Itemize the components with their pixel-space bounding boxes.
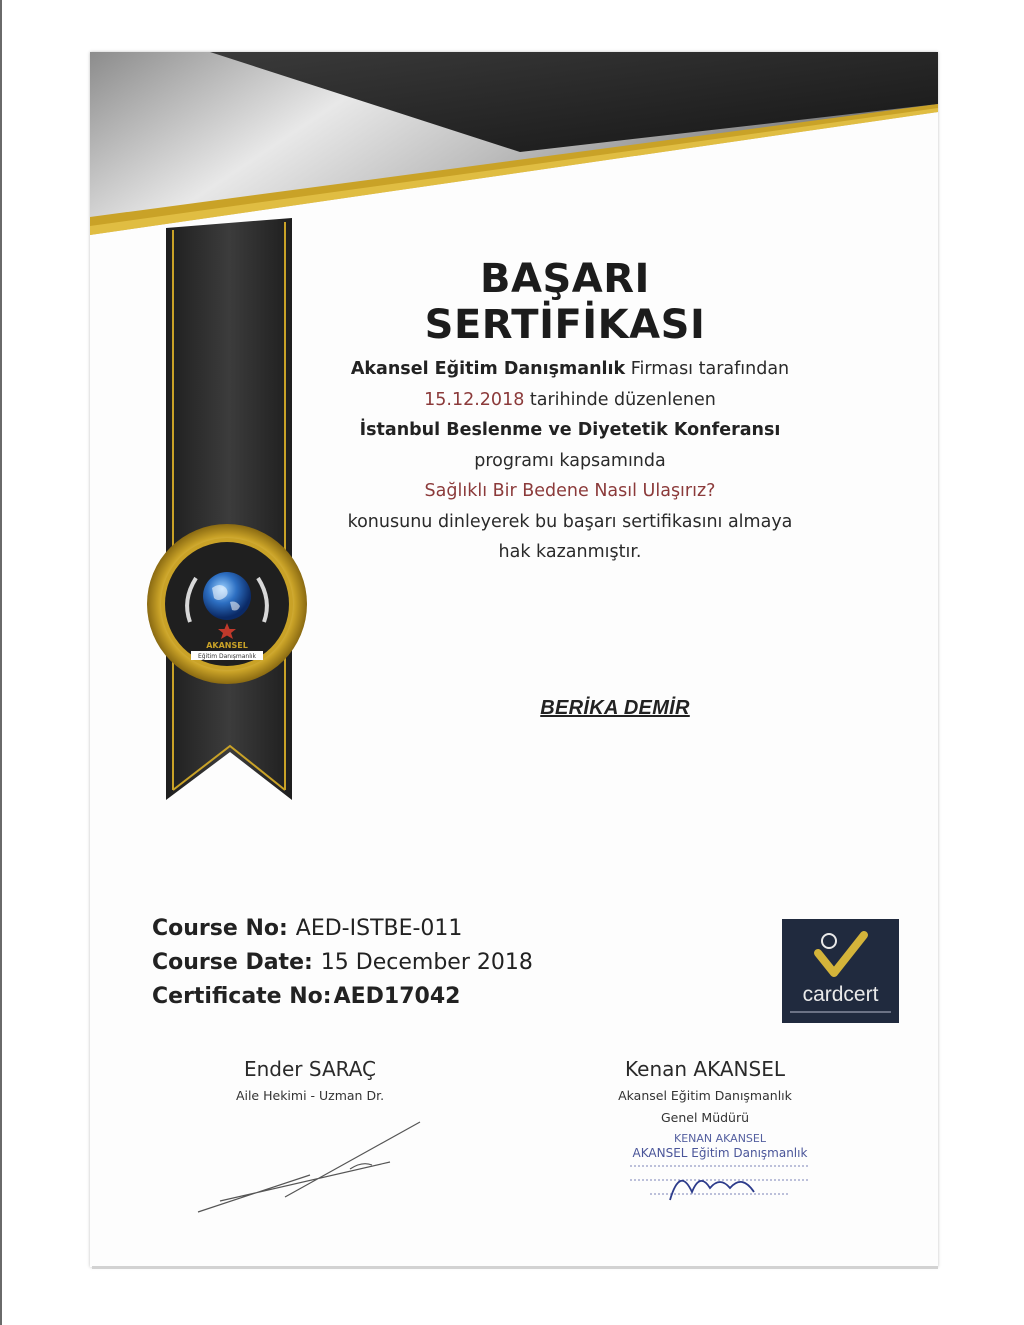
seal-globe-icon [203, 572, 251, 620]
course-details [152, 912, 533, 1014]
topic-title: Sağlıklı Bir Bedene Nasıl Ulaşırız? [424, 481, 716, 501]
company-stamp [590, 1132, 850, 1214]
signer-1-role: Aile Hekimi - Uzman Dr. [235, 1088, 385, 1103]
body-line-4: programı kapsamında [474, 450, 666, 471]
course-date-label: Course Date: [152, 950, 313, 975]
signer-2-role-1: Akansel Eğitim Danışmanlık [618, 1088, 792, 1103]
checkmark-icon [782, 919, 899, 983]
body-line-1-rest: Firması tarafından [625, 359, 790, 379]
cardcert-subline [790, 1011, 891, 1013]
body-line-7: hak kazanmıştır. [498, 542, 642, 562]
body-line-1 [330, 354, 810, 385]
certificate-no-row [152, 980, 533, 1014]
event-date: 15.12.2018 [424, 389, 525, 410]
body-line-3 [330, 415, 810, 446]
event-name: İstanbul Beslenme ve Diyetetik Konferansı [359, 420, 781, 440]
cardcert-text: cardcert [802, 983, 879, 1006]
course-no-value: AED-ISTBE-011 [295, 916, 463, 941]
course-date-value: 15 December 2018 [320, 950, 533, 975]
page-bottom-line [92, 1266, 938, 1269]
recipient-name: BERİKA DEMİR [540, 697, 690, 719]
page-left-border [0, 0, 2, 1325]
certificate-no-label: Certificate No: [152, 984, 332, 1009]
signer-1-name: Ender SARAÇ [243, 1057, 377, 1081]
signer-2-name: Kenan AKANSEL [625, 1057, 785, 1081]
certificate-no-value: AED17042 [333, 984, 461, 1009]
body-line-6: konusunu dinleyerek bu başarı sertifikasını almaya [347, 511, 793, 532]
course-no-label: Course No: [152, 916, 288, 941]
seal-subtext: Eğitim Danışmanlık [197, 653, 257, 660]
signer-2-role-2: Genel Müdürü [660, 1110, 750, 1125]
course-no-row [152, 912, 533, 946]
stamp-line-1: KENAN AKANSEL [673, 1132, 766, 1145]
body-line-2 [330, 385, 810, 416]
stamp-signature [590, 1160, 850, 1210]
certificate-body [330, 354, 810, 568]
course-date-row [152, 946, 533, 980]
signature-1 [190, 1117, 430, 1217]
certificate-page [90, 52, 938, 1267]
seal-text: AKANSEL [206, 641, 248, 650]
body-line-2-rest: tarihinde düzenlenen [524, 389, 716, 410]
cardcert-logo [782, 919, 899, 1023]
ribbon [166, 218, 292, 800]
stamp-line-2: AKANSEL Eğitim Danışmanlık [632, 1146, 808, 1160]
certificate-title: BAŞARI SERTİFİKASI [424, 256, 706, 348]
company-name: Akansel Eğitim Danışmanlık [350, 359, 626, 379]
